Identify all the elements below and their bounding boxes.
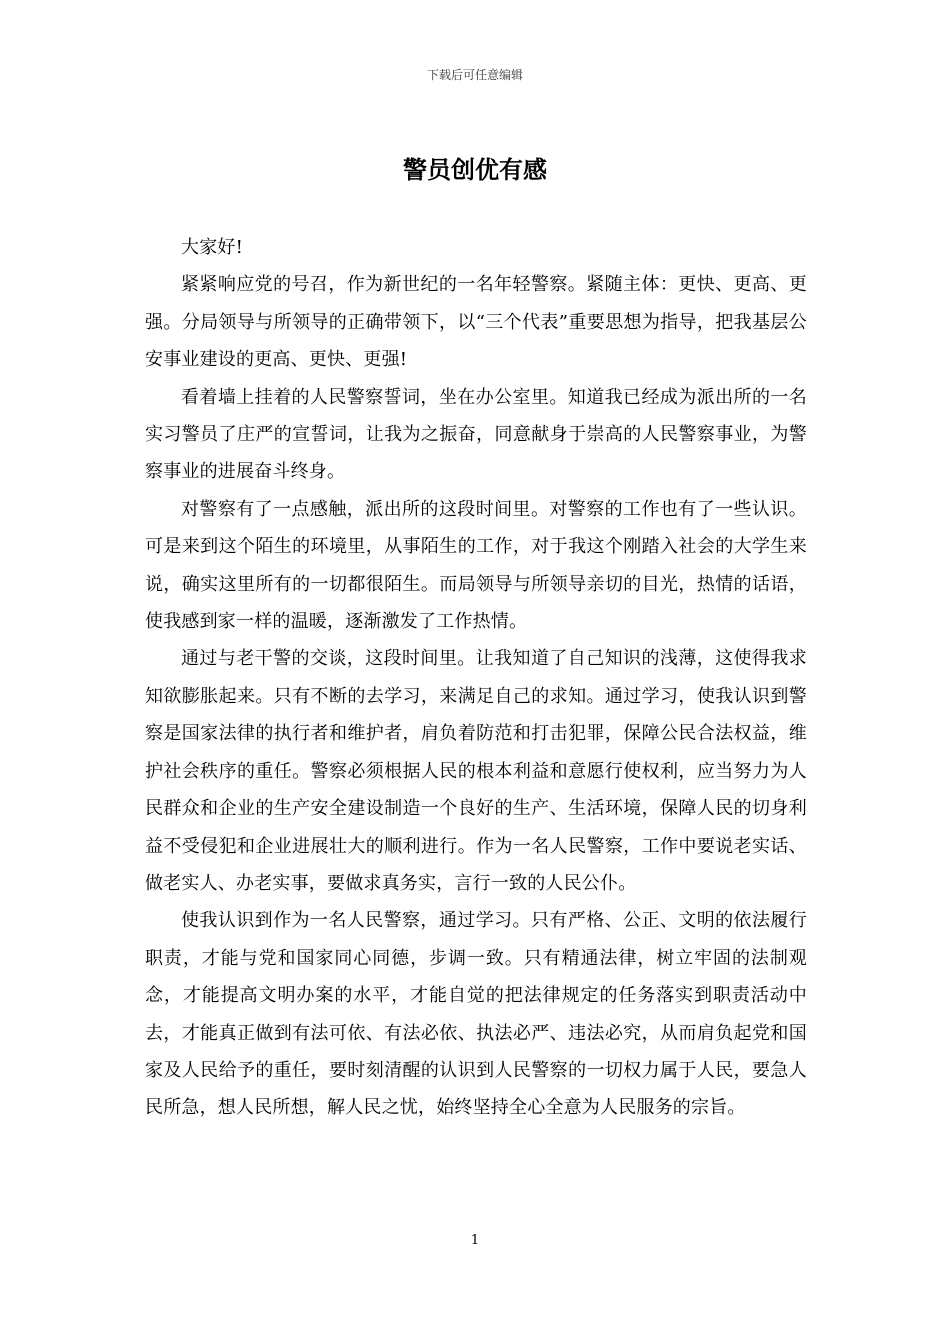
body-text [145,229,807,1127]
paragraph: 对警察有了一点感触，派出所的这段时间里。对警察的工作也有了一些认识。可是来到这个陌生的环境里，从事陌生的工作，对于我这个刚踏入社会的大学生来说，确实这里所有的一切都很陌生。而局领导与所领导亲切的目光，热情的话语，使我感到家一样的温暖，逐渐激发了工作热情。 [145,498,807,633]
page-number: 1 [470,1233,480,1248]
paragraph-greeting: 大家好! [181,237,244,258]
paragraph: 紧紧响应党的号召，作为新世纪的一名年轻警察。紧随主体：更快、更高、更强。分局领导与所领导的正确带领下，以“三个代表”重要思想为指导，把我基层公安事业建设的更高、更快、更强! [145,274,807,371]
header-note: 下载后可任意编辑 [426,68,523,82]
document-title: 警员创优有感 [403,155,547,184]
paragraph: 使我认识到作为一名人民警察，通过学习。只有严格、公正、文明的依法履行职责，才能与党和国家同心同德，步调一致。只有精通法律，树立牢固的法制观念，才能提高文明办案的水平，才能自觉的把法律规定的任务落实到职责活动中去，才能真正做到有法可依、有法必依、执法必严、违法必究，从而肩负起党和国家及人民给予的重任，要时刻清醒的认识到人民警察的一切权力属于人民，要急人民所急，想人民所想，解人民之忧，始终坚持全心全意为人民服务的宗旨。 [145,910,807,1119]
paragraph: 通过与老干警的交谈，这段时间里。让我知道了自己知识的浅薄，这使得我求知欲膨胀起来。只有不断的去学习，来满足自己的求知。通过学习，使我认识到警察是国家法律的执行者和维护者，肩负着防范和打击犯罪，保障公民合法权益，维护社会秩序的重任。警察必须根据人民的根本利益和意愿行使权利，应当努力为人民群众和企业的生产安全建设制造一个良好的生产、生活环境，保障人民的切身利益不受侵犯和企业进展壮大的顺利进行。作为一名人民警察，工作中要说老实话、做老实人、办老实事，要做求真务实，言行一致的人民公仆。 [145,648,807,894]
paragraph: 看着墙上挂着的人民警察誓词，坐在办公室里。知道我已经成为派出所的一名实习警员了庄严的宣誓词，让我为之振奋，同意献身于崇高的人民警察事业，为警察事业的进展奋斗终身。 [145,386,807,483]
